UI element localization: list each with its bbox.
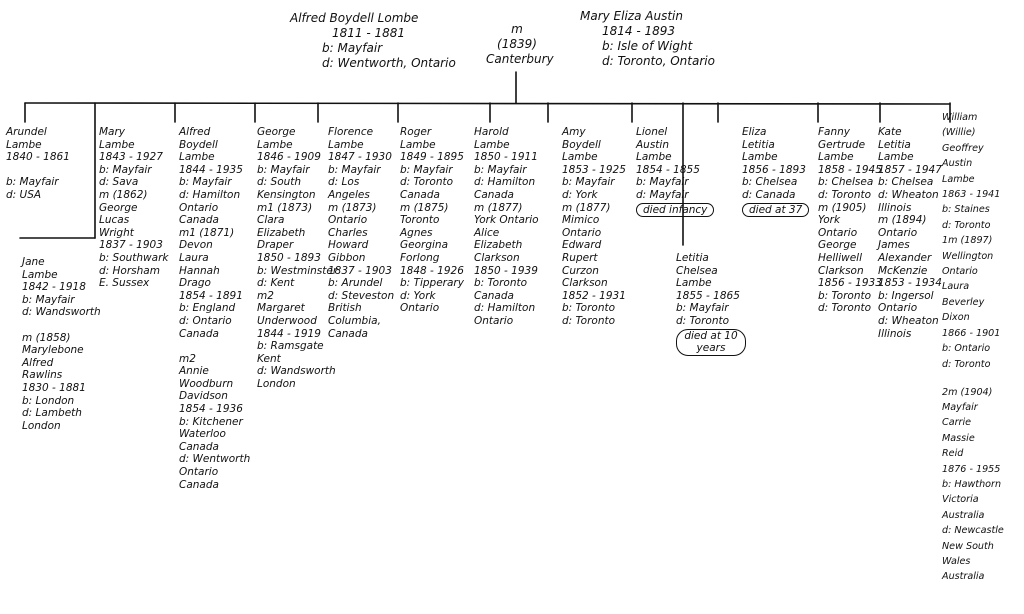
child-line — [942, 372, 1004, 385]
child-line: Mayfair — [942, 401, 978, 413]
child-line: 1837 - 1903 — [328, 264, 392, 277]
child-line: d: Toronto — [676, 314, 730, 327]
death-note-oval: died infancy — [636, 203, 714, 218]
child-eliza — [742, 126, 809, 217]
child-line: b: Staines — [942, 204, 990, 216]
child-line: d: Hamilton — [474, 302, 536, 315]
child-line: Massie — [942, 432, 975, 444]
child-line: Harold — [474, 126, 509, 138]
child-line: Angeles — [328, 188, 370, 201]
child-fanny — [818, 126, 882, 315]
child-line: Mimico — [562, 214, 600, 227]
child-line: d: Hamilton — [474, 176, 536, 189]
child-line: Austin — [636, 138, 669, 151]
child-line: b: Mayfair — [257, 163, 310, 176]
child-line: Laura — [179, 251, 209, 264]
child-line: b: Ontario — [942, 343, 991, 355]
child-line: 1866 - 1901 — [942, 327, 1001, 339]
child-roger — [400, 126, 464, 315]
child-line: 1844 - 1935 — [179, 163, 243, 176]
child-line: b: Mayfair — [6, 176, 59, 189]
child-line: Laura — [942, 281, 970, 293]
spouse-line: London — [22, 419, 61, 432]
child-line: b: Toronto — [818, 289, 872, 302]
child-line: Alice — [474, 226, 500, 239]
child-line: d: Toronto — [942, 358, 991, 370]
child-line: London — [257, 377, 296, 390]
child-line: b: Mayfair — [328, 163, 381, 176]
spouse-line: Rawlins — [22, 369, 63, 382]
child-line: Canada — [474, 289, 514, 302]
child-line: Illinois — [878, 327, 912, 340]
father-dates: 1811 - 1881 — [332, 26, 406, 40]
sibling-bar — [25, 103, 950, 104]
child-line: 1848 - 1926 — [400, 264, 464, 277]
child-line: Devon — [179, 239, 213, 252]
child-line: E. Sussex — [99, 277, 150, 290]
child-line: Curzon — [562, 264, 599, 277]
child-line: d: Steveston — [328, 289, 395, 302]
spouse-line — [22, 319, 101, 332]
child-line: Lambe — [400, 138, 436, 151]
child-line: Alexander — [878, 251, 932, 264]
child-line: Elizabeth — [474, 239, 523, 252]
child-line: b: Westminster — [257, 264, 338, 277]
child-line: Amy — [562, 126, 586, 138]
child-line: Georgina — [400, 239, 449, 252]
spouse-line: 1830 - 1881 — [22, 381, 86, 394]
child-line: Kate — [878, 126, 902, 138]
child-letitia — [676, 252, 746, 356]
child-line: Toronto — [400, 214, 440, 227]
child-line: Canada — [179, 440, 219, 453]
child-line: Lambe — [818, 151, 854, 164]
child-harold — [474, 126, 539, 328]
mother-name: Mary Eliza Austin — [580, 9, 683, 23]
child-line: Wright — [99, 226, 134, 239]
child-line: Ontario — [562, 226, 602, 239]
child-line: Lambe — [676, 277, 712, 290]
child-line: Letitia — [676, 252, 709, 264]
child-line: d: Horsham — [99, 264, 160, 277]
child-line: Letitia — [878, 138, 911, 151]
child-line: Forlong — [400, 251, 440, 264]
child-line: Kent — [257, 352, 281, 365]
child-line: d: York — [400, 289, 436, 302]
child-line: d: Wheaton — [878, 314, 939, 327]
child-line: Ontario — [818, 226, 858, 239]
child-amy — [562, 126, 626, 328]
spouse-line: Lambe — [22, 268, 58, 281]
marriage-year: (1839) — [497, 37, 537, 51]
child-line: Woodburn — [179, 377, 234, 390]
child-line: Annie — [179, 365, 209, 378]
child-line: Mary — [99, 126, 126, 138]
child-line: Wellington — [942, 250, 994, 262]
child-line: Rupert — [562, 251, 598, 264]
child-william — [942, 110, 1004, 585]
child-line: 1852 - 1931 — [562, 289, 626, 302]
child-line: Gibbon — [328, 251, 366, 264]
mother-born: b: Isle of Wight — [602, 39, 693, 53]
child-line: Lambe — [6, 138, 42, 151]
child-line: Ontario — [328, 214, 368, 227]
child-line: Fanny — [818, 126, 850, 138]
spouse-line: Alfred — [22, 356, 54, 369]
child-line: b: Mayfair — [676, 302, 729, 315]
child-line: Underwood — [257, 314, 317, 327]
child-mary — [99, 126, 168, 290]
child-line — [179, 340, 250, 353]
child-line: Alfred — [179, 126, 211, 138]
child-line: m (1894) — [878, 214, 927, 227]
child-line: b: Southwark — [99, 251, 169, 264]
child-line: d: Toronto — [400, 176, 454, 189]
child-line: m1 (1873) — [257, 201, 313, 214]
child-line: b: Chelsea — [878, 176, 934, 189]
child-line: d: Los — [328, 176, 360, 189]
spouse-line: d: Lambeth — [22, 407, 82, 420]
child-line: b: Kitchener — [179, 415, 243, 428]
child-line: Arundel — [6, 126, 47, 138]
child-line: 1856 - 1893 — [742, 163, 806, 176]
child-line: Helliwell — [818, 251, 862, 264]
child-line: Canada — [328, 327, 368, 340]
spouse-line: b: Mayfair — [22, 293, 75, 306]
child-line: Reid — [942, 448, 964, 460]
child-line: Lambe — [179, 151, 215, 164]
child-line: Clara — [257, 214, 285, 227]
child-line: Charles — [328, 226, 368, 239]
child-line: Wales — [942, 555, 971, 567]
child-alfred — [179, 126, 250, 491]
child-line: Illinois — [878, 201, 912, 214]
child-line: Drago — [179, 277, 211, 290]
child-line: 1837 - 1903 — [99, 239, 163, 252]
child-line: d: Kent — [257, 277, 295, 290]
spouse-line: b: London — [22, 394, 75, 407]
death-note-oval: died at 37 — [742, 203, 809, 218]
child-line: Lionel — [636, 126, 668, 138]
child-line: 1876 - 1955 — [942, 463, 1001, 475]
child-line: Lambe — [257, 138, 293, 151]
child-line: Ontario — [179, 466, 219, 479]
child-arundel — [6, 126, 70, 202]
child-line: 1850 - 1911 — [474, 151, 538, 164]
child-line: Howard — [328, 239, 369, 252]
child-line: d: Wandsworth — [257, 365, 336, 378]
child-line: Canada — [179, 478, 219, 491]
child-line: Agnes — [400, 226, 433, 239]
child-line: 1853 - 1925 — [562, 163, 626, 176]
child-line: Chelsea — [676, 264, 718, 277]
child-line: William — [942, 112, 978, 123]
child-line: Victoria — [942, 494, 979, 506]
child-line: 1855 - 1865 — [676, 289, 740, 302]
child-line: Kensington — [257, 188, 316, 201]
child-line: m (1875) — [400, 201, 449, 214]
mother-died: d: Toronto, Ontario — [602, 54, 715, 68]
child-kate — [878, 126, 942, 340]
child-line: d: Newcastle — [942, 525, 1004, 537]
child-line: d: South — [257, 176, 302, 189]
child-line: Canada — [179, 327, 219, 340]
child-line: 1854 - 1855 — [636, 163, 700, 176]
child-line: b: Mayfair — [562, 176, 615, 189]
child-line: m (1877) — [474, 201, 523, 214]
child-line: b: Chelsea — [742, 176, 798, 189]
father-name: Alfred Boydell Lombe — [290, 11, 419, 25]
child-line: m (1877) — [562, 201, 611, 214]
child-line: Lambe — [99, 138, 135, 151]
child-line: Davidson — [179, 390, 228, 403]
mother-dates: 1814 - 1893 — [602, 24, 676, 38]
child-line: m (1873) — [328, 201, 377, 214]
child-line: b: Tipperary — [400, 277, 464, 290]
child-line: McKenzie — [878, 264, 928, 277]
child-line: d: Sava — [99, 176, 139, 189]
child-lionel — [636, 126, 714, 217]
child-line: Columbia, — [328, 314, 381, 327]
child-line: d: Wheaton — [878, 188, 939, 201]
child-george — [257, 126, 337, 390]
child-line — [6, 164, 70, 177]
child-line: 1846 - 1909 — [257, 151, 321, 164]
child-line: b: Toronto — [474, 277, 528, 290]
child-line: Eliza — [742, 126, 767, 138]
child-line: b: Mayfair — [636, 176, 689, 189]
child-line: Carrie — [942, 417, 972, 429]
child-line: Austin — [942, 158, 973, 170]
child-line: Roger — [400, 126, 432, 138]
child-line: George — [818, 239, 857, 252]
child-line: Australia — [942, 509, 985, 521]
child-line: d: Wentworth — [179, 453, 251, 466]
marriage-symbol: m — [511, 22, 523, 36]
child-line: Waterloo — [179, 428, 226, 441]
child-line: 1857 - 1947 — [878, 163, 942, 176]
child-line: 1849 - 1895 — [400, 151, 464, 164]
child-line: Lambe — [636, 151, 672, 164]
child-line: b: England — [179, 302, 236, 315]
child-line: 1850 - 1893 — [257, 251, 321, 264]
child-line: 1843 - 1927 — [99, 151, 163, 164]
spouse-line: d: Wandsworth — [22, 306, 101, 319]
child-line: b: Mayfair — [179, 176, 232, 189]
child-line: d: Ontario — [179, 314, 232, 327]
child-line: m (1862) — [99, 188, 148, 201]
child-line: 1856 - 1933 — [818, 277, 882, 290]
child-line: Ontario — [474, 314, 514, 327]
child-line: 1854 - 1891 — [179, 289, 243, 302]
child-line: b: Mayfair — [400, 163, 453, 176]
child-line: 1840 - 1861 — [6, 151, 70, 164]
father-born: b: Mayfair — [322, 41, 383, 55]
child-line: Canada — [474, 188, 514, 201]
child-line: d: Toronto — [562, 314, 616, 327]
child-line: b: Chelsea — [818, 176, 874, 189]
child-line: Hannah — [179, 264, 220, 277]
child-florence — [328, 126, 394, 340]
child-line: Lambe — [474, 138, 510, 151]
spouse-jane — [22, 256, 101, 432]
child-line: d: USA — [6, 188, 42, 201]
spouse-line: Marylebone — [22, 344, 84, 357]
child-line: Elizabeth — [257, 226, 306, 239]
child-line: 1m (1897) — [942, 235, 993, 247]
child-line: 1850 - 1939 — [474, 264, 538, 277]
child-line: Ontario — [400, 302, 440, 315]
child-line: Clarkson — [474, 251, 520, 264]
child-line: Ontario — [878, 226, 918, 239]
child-line: Lambe — [562, 151, 598, 164]
child-line: Lambe — [328, 138, 364, 151]
marriage-place: Canterbury — [486, 52, 554, 66]
child-line: George — [257, 126, 296, 138]
child-line: 2m (1904) — [942, 386, 993, 398]
child-line: 1854 - 1936 — [179, 403, 243, 416]
child-line: Clarkson — [562, 277, 608, 290]
child-line: British — [328, 302, 362, 315]
child-line: b: Mayfair — [99, 163, 152, 176]
child-line: Clarkson — [818, 264, 864, 277]
child-line: m (1905) — [818, 201, 867, 214]
child-line: 1847 - 1930 — [328, 151, 392, 164]
child-line: m1 (1871) — [179, 226, 235, 239]
child-line: James — [878, 239, 910, 252]
child-line: New South — [942, 540, 994, 552]
child-line: m2 — [179, 352, 196, 365]
child-line: Letitia — [742, 138, 775, 151]
child-line: d: Canada — [742, 188, 796, 201]
marriage-block — [486, 22, 554, 67]
child-line: York Ontario — [474, 214, 539, 227]
child-line: Lambe — [878, 151, 914, 164]
child-line: b: Ingersol — [878, 289, 934, 302]
child-line: b: Arundel — [328, 277, 383, 290]
child-line: George — [99, 201, 138, 214]
child-line: Dixon — [942, 312, 970, 324]
child-line: Ontario — [878, 302, 918, 315]
child-line: Canada — [179, 214, 219, 227]
child-line: Canada — [400, 188, 440, 201]
child-line: Geoffrey — [942, 142, 984, 154]
spouse-line: Jane — [22, 256, 45, 268]
child-line: b: Ramsgate — [257, 340, 324, 353]
child-line: d: Hamilton — [179, 188, 241, 201]
spouse-line: 1842 - 1918 — [22, 281, 86, 294]
child-line: (Willie) — [942, 127, 976, 139]
child-line: Draper — [257, 239, 294, 252]
mother-block — [580, 9, 715, 69]
father-died: d: Wentworth, Ontario — [322, 56, 456, 70]
child-line: d: York — [562, 188, 598, 201]
child-line: m2 — [257, 289, 274, 302]
child-line: 1853 - 1934 — [878, 277, 942, 290]
child-line: Lambe — [942, 173, 975, 185]
child-line: b: Toronto — [562, 302, 616, 315]
child-line: Edward — [562, 239, 602, 252]
child-line: Lambe — [742, 151, 778, 164]
child-line: d: Toronto — [818, 188, 872, 201]
child-line: Ontario — [942, 266, 978, 278]
child-line: d: Toronto — [818, 302, 872, 315]
child-line: Boydell — [179, 138, 218, 151]
child-line: Gertrude — [818, 138, 866, 151]
child-line: Boydell — [562, 138, 601, 151]
child-line: d: Toronto — [942, 219, 991, 231]
child-line: d: Mayfair — [636, 188, 689, 201]
child-line: Margaret — [257, 302, 305, 315]
child-line: Ontario — [179, 201, 219, 214]
child-line: Australia — [942, 571, 985, 583]
child-line: York — [818, 214, 841, 227]
child-line: 1863 - 1941 — [942, 189, 1001, 201]
child-line: 1844 - 1919 — [257, 327, 321, 340]
death-note-oval: died at 10 years — [676, 329, 746, 356]
child-line: Florence — [328, 126, 374, 138]
child-line: Beverley — [942, 296, 985, 308]
child-line: 1858 - 1945 — [818, 163, 882, 176]
child-line: b: Hawthorn — [942, 478, 1002, 490]
father-block — [290, 11, 456, 71]
spouse-line: m (1858) — [22, 331, 71, 344]
child-line: b: Mayfair — [474, 163, 527, 176]
child-line: Lucas — [99, 214, 130, 227]
